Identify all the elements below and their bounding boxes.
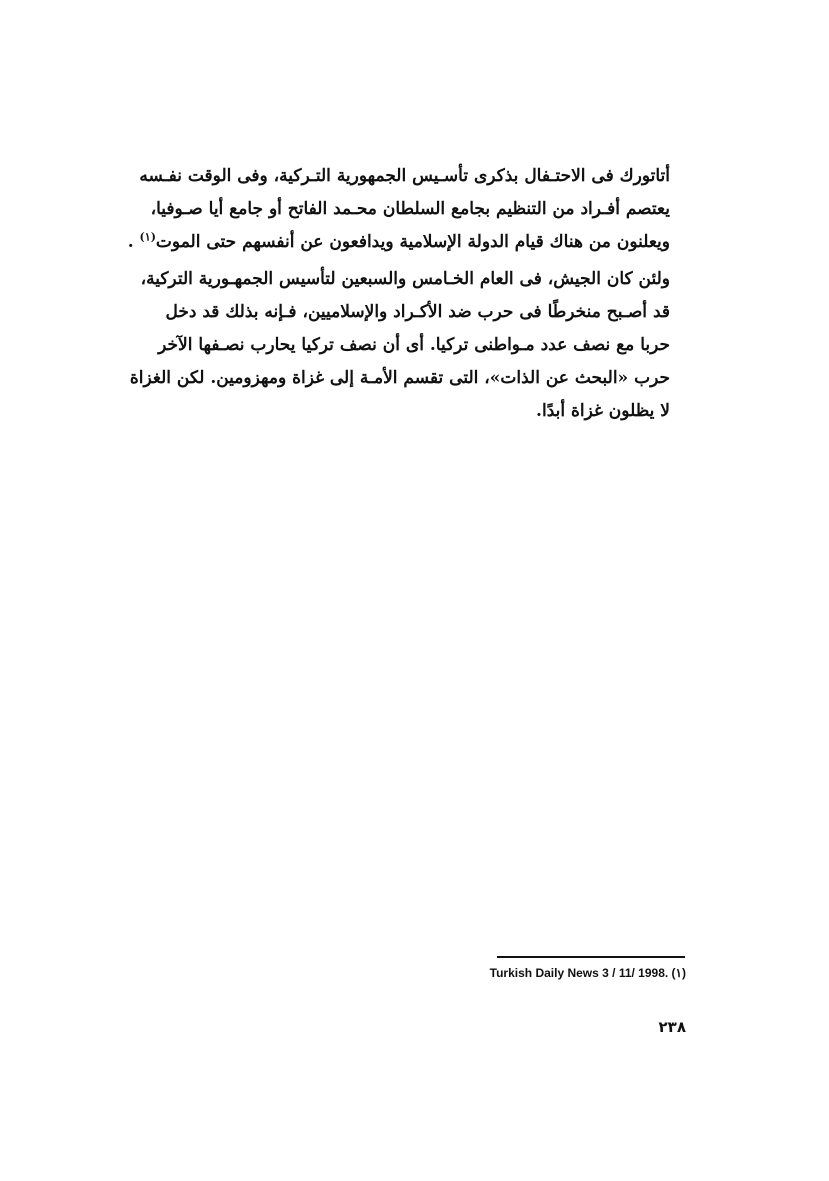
page-number: ٢٣٨ (658, 1018, 686, 1036)
footnote-marker: (١) (671, 966, 686, 980)
text-line-with-footnote (127, 226, 670, 259)
text-line: ولئن كان الجيش، فى العام الخـامس والسبعين لتأسيس الجمهـورية التركية، (140, 269, 670, 289)
text-line: حربا مع نصف عدد مـواطنى تركيا. أى أن نصف تركيا يحارب نصـفها الآخر (158, 335, 670, 355)
text-line: قد أصـبح منخرطًا فى حرب ضد الأكـراد والإسلاميين، فـإنه بذلك قد دخل (165, 302, 670, 322)
text-line: أتاتورك فى الاحتـفال بذكرى تأسـيس الجمهورية التـركية، وفى الوقت نفـسه (139, 166, 670, 186)
sentence-end: . (127, 232, 140, 252)
paragraph-1 (127, 160, 670, 259)
main-text (127, 160, 670, 428)
text-line: يعتصم أفـراد من التنظيم بجامع السلطان محـمد الفاتح أو جامع أيا صـوفيا، (150, 199, 670, 219)
text-line-content: ويعلنون من هناك قيام الدولة الإسلامية ويدافعون عن أنفسهم حتى الموت (155, 232, 670, 252)
text-line: لا يظلون غزاة أبدًا. (536, 401, 670, 421)
text-line: حرب «البحث عن الذات»، التى تقسم الأمـة إلى غزاة ومهزومين. لكن الغزاة (129, 368, 670, 388)
footnote-text: Turkish Daily News 3 / 11/ 1998. (489, 966, 669, 980)
paragraph-2 (129, 263, 670, 428)
footnote-reference[interactable]: (١) (139, 230, 156, 244)
footnote (420, 966, 686, 980)
footnote-separator (497, 956, 685, 958)
